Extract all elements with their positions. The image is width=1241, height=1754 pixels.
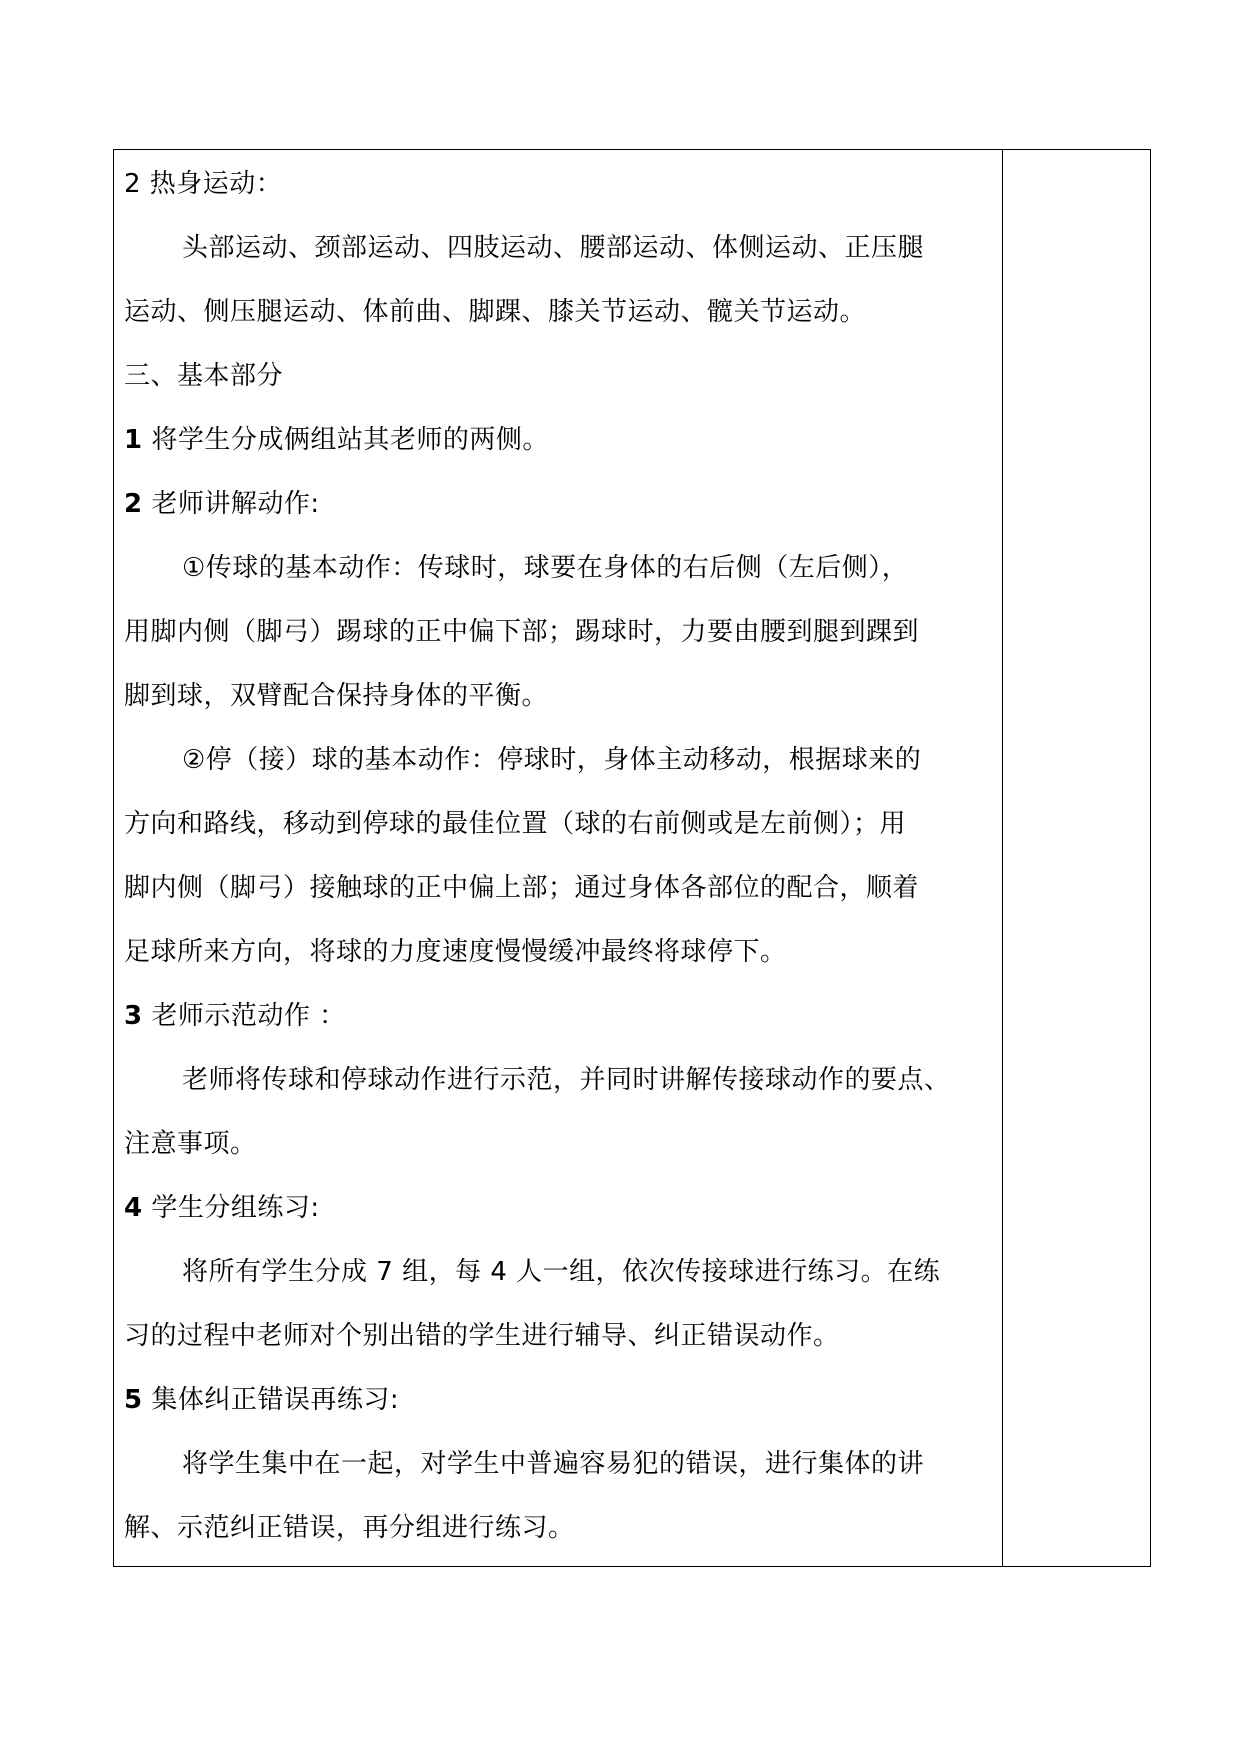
step-heading: 2 老师讲解动作:	[124, 489, 320, 519]
column-divider	[1002, 150, 1003, 1566]
step-heading: 5 集体纠正错误再练习:	[124, 1385, 400, 1415]
paragraph-line: ②停（接）球的基本动作：停球时，身体主动移动，根据球来的	[182, 745, 922, 775]
paragraph-line: 将所有学生分成 7 组，每 4 人一组，依次传接球进行练习。在练	[182, 1257, 941, 1287]
paragraph-line: 脚内侧（脚弓）接触球的正中偏上部；通过身体各部位的配合，顺着	[124, 873, 920, 903]
section-heading: 三、基本部分	[124, 361, 284, 391]
paragraph-line: 头部运动、颈部运动、四肢运动、腰部运动、体侧运动、正压腿	[182, 233, 925, 263]
heading-warmup: 2 热身运动：	[124, 169, 283, 199]
step-heading: 3 老师示范动作 ：	[124, 1001, 346, 1031]
paragraph-line: 用脚内侧（脚弓）踢球的正中偏下部；踢球时，力要由腰到腿到踝到	[124, 617, 920, 647]
step-heading: 1 将学生分成俩组站其老师的两侧。	[124, 425, 549, 455]
notes-cell	[1004, 150, 1150, 1566]
paragraph-line: ①传球的基本动作：传球时，球要在身体的右后侧（左后侧），	[182, 553, 909, 583]
paragraph-line: 老师将传球和停球动作进行示范，并同时讲解传接球动作的要点、	[182, 1065, 951, 1095]
paragraph-line: 足球所来方向，将球的力度速度慢慢缓冲最终将球停下。	[124, 937, 787, 967]
lesson-table	[113, 149, 1151, 1567]
paragraph-line: 方向和路线，移动到停球的最佳位置（球的右前侧或是左前侧）；用	[124, 809, 907, 839]
paragraph-line: 运动、侧压腿运动、体前曲、脚踝、膝关节运动、髋关节运动。	[124, 297, 867, 327]
content-cell	[124, 150, 994, 1566]
paragraph-line: 解、示范纠正错误，再分组进行练习。	[124, 1513, 575, 1543]
paragraph-line: 脚到球，双臂配合保持身体的平衡。	[124, 681, 549, 711]
paragraph-line: 注意事项。	[124, 1129, 257, 1159]
paragraph-line: 习的过程中老师对个别出错的学生进行辅导、纠正错误动作。	[124, 1321, 840, 1351]
paragraph-line: 将学生集中在一起，对学生中普遍容易犯的错误，进行集体的讲	[182, 1449, 925, 1479]
step-heading: 4 学生分组练习:	[124, 1193, 320, 1223]
